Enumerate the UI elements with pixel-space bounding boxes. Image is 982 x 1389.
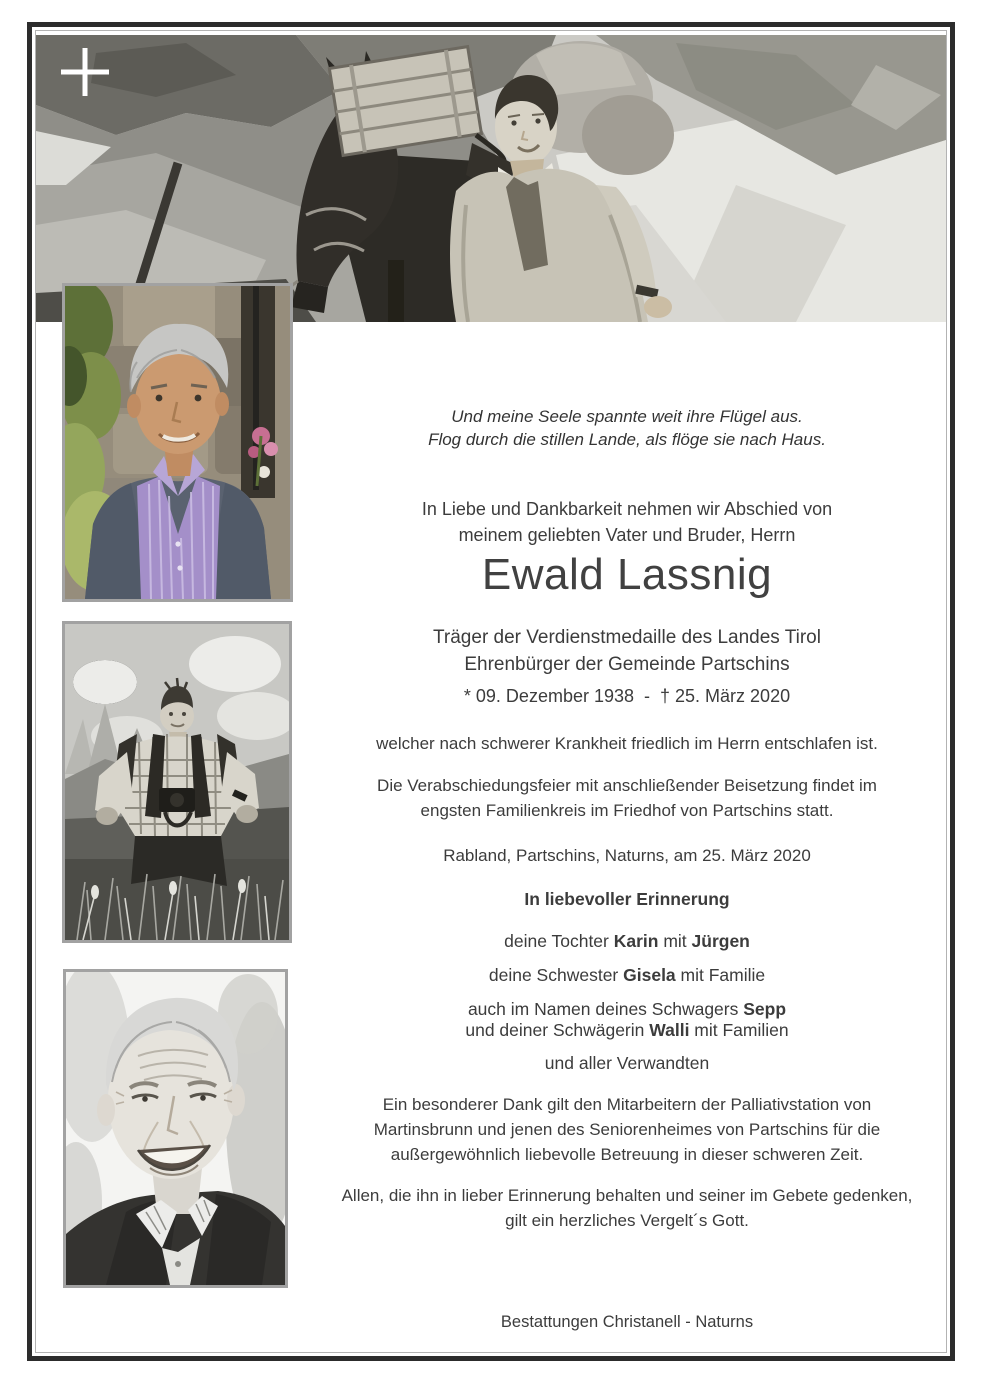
place-date-line: Rabland, Partschins, Naturns, am 25. März 2020 (443, 846, 811, 865)
mourner-line-daughter: deine Tochter Karin mit Jürgen (504, 931, 750, 951)
deceased-name: Ewald Lassnig (481, 550, 773, 599)
obituary-text-column (307, 27, 947, 1356)
quote-line-1: Und meine Seele spannte weit ihre Flügel aus. (451, 407, 803, 426)
thanks-line-3: außergewöhnlich liebevolle Betreuung in dieser schweren Zeit. (390, 1145, 864, 1164)
thanks-paragraph (307, 1092, 947, 1167)
intro-line-2: meinem geliebten Vater und Bruder, Herrn (458, 525, 796, 545)
death-notice: welcher nach schwerer Krankheit friedlich im Herrn entschlafen ist. (376, 734, 878, 753)
closing-line-2: gilt ein herzliches Vergelt´s Gott. (505, 1211, 749, 1230)
memorial-quote (307, 405, 947, 451)
portrait-closeup-graphic (66, 972, 285, 1285)
honor-line-2: Ehrenbürger der Gemeinde Partschins (464, 654, 790, 675)
life-dates: * 09. Dezember 1938 - † 25. März 2020 (463, 686, 791, 706)
remembrance-heading: In liebevoller Erinnerung (524, 889, 730, 909)
funeral-notice (307, 773, 947, 823)
portrait-photo-closeup (63, 969, 288, 1288)
closing-line-1: Allen, die ihn in lieber Erinnerung behalten und seiner im Gebete gedenken, (341, 1186, 913, 1205)
thanks-line-2: Martinsbrunn und jenen des Seniorenheimes von Partschins für die (373, 1120, 881, 1139)
honor-titles (307, 624, 947, 678)
honor-line-1: Träger der Verdienstmedaille des Landes Tirol (433, 627, 821, 648)
memorial-card (27, 22, 955, 1361)
closing-paragraph (307, 1183, 947, 1233)
funeral-home-credit: Bestattungen Christanell - Naturns (500, 1313, 754, 1331)
thanks-line-1: Ein besonderer Dank gilt den Mitarbeitern der Palliativstation von (382, 1095, 872, 1114)
mourner-line-brother-in-law: auch im Namen deines Schwagers Sepp (467, 999, 787, 1019)
mourner-line-sister: deine Schwester Gisela mit Familie (488, 965, 766, 985)
funeral-line-1: Die Verabschiedungsfeier mit anschließender Beisetzung findet im (377, 776, 877, 795)
intro-line-1: In Liebe und Dankbarkeit nehmen wir Abschied von (421, 499, 833, 519)
portrait-color-graphic (65, 286, 290, 599)
quote-line-2: Flog durch die stillen Lande, als flöge sie nach Haus. (428, 430, 826, 449)
mourner-line-sister-in-law: und deiner Schwägerin Walli mit Familien (465, 1020, 789, 1040)
mourner-line-relatives: und aller Verwandten (544, 1053, 710, 1073)
intro-text (307, 496, 947, 548)
portrait-photo-color (62, 283, 293, 602)
funeral-line-2: engsten Familienkreis im Friedhof von Partschins statt. (420, 801, 834, 820)
portrait-hiking-graphic (65, 624, 289, 940)
portrait-photo-hiking (62, 621, 292, 943)
